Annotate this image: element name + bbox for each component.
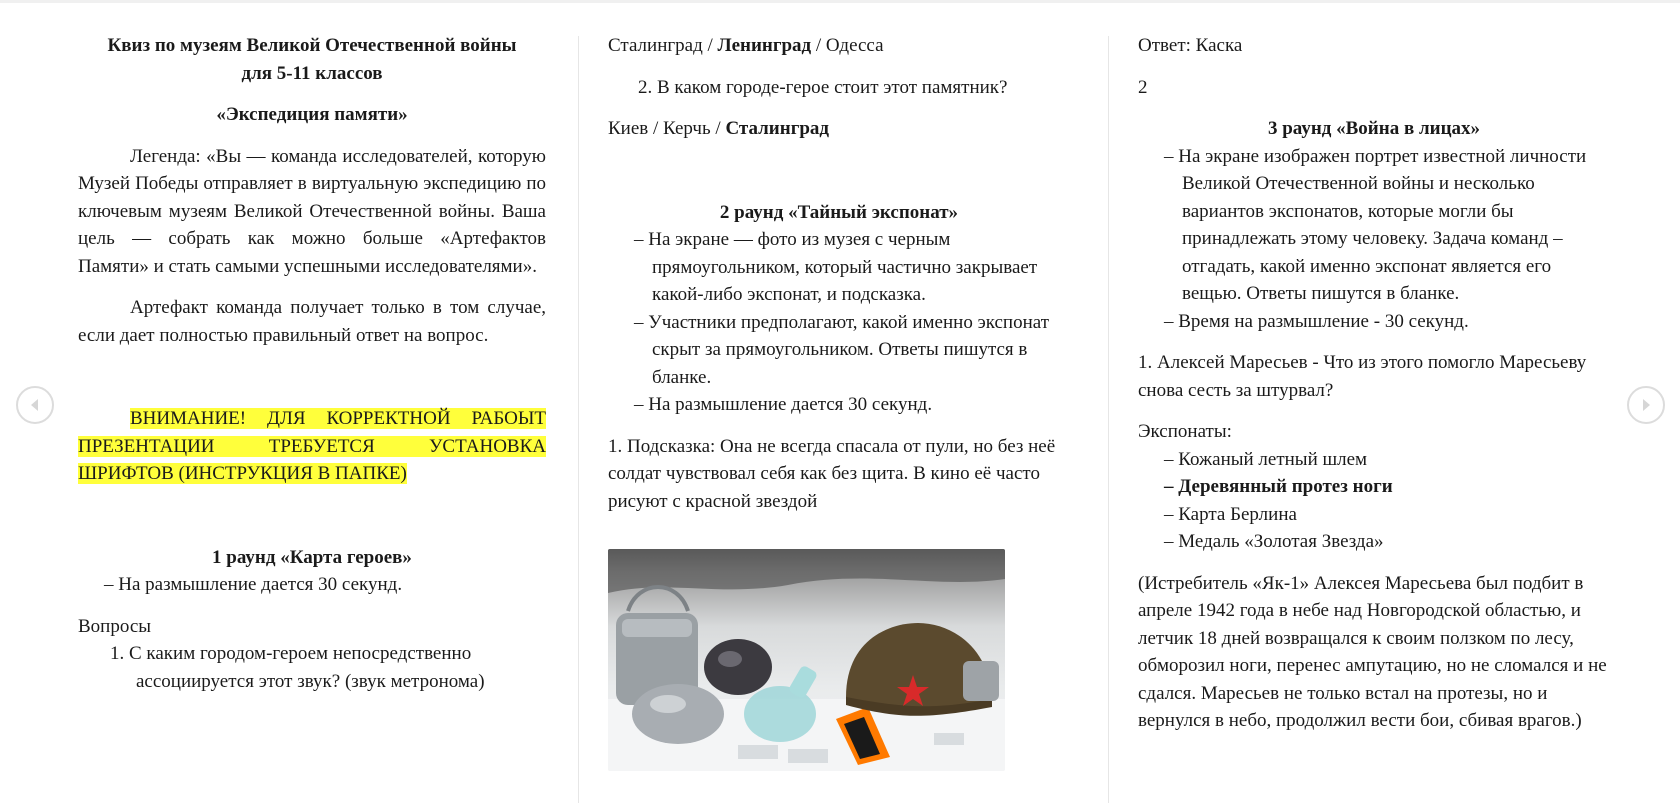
round1-bullets bbox=[78, 571, 546, 599]
round3-bullet: – На экране изображен портрет известной личности Великой Отечественной войны и несколько вариантов экспонатов, которые могли бы принадлежать этому человеку. Задача команд – отгадать, какой именно экспонат является его вещью. Ответы пишутся в бланке. bbox=[1164, 143, 1604, 308]
option-text: Сталинград / bbox=[608, 35, 718, 56]
exhibit-item: – Кожаный летный шлем bbox=[1164, 446, 1610, 474]
round2-hint: 1. Подсказка: Она не всегда спасала от пули, но без неё солдат чувствовал себя как без щита. В кино её часто рисуют с красной звездой bbox=[608, 435, 1056, 512]
prev-page-button[interactable] bbox=[16, 386, 54, 424]
exhibits-list bbox=[1138, 446, 1610, 556]
chevron-left-icon bbox=[27, 397, 43, 413]
maresyev-story: (Истребитель «Як-1» Алексея Маресьева был подбит в апреле 1942 года в небе над Новгородской областью, и летчик 18 дней возвращался к своим ползком по лесу, обморозил ноги, перенес ампутацию, но не сломался и не сдался. Маресьев не только встал на протезы, но и вернулся в небо, продолжил вести бои, сбивая врагов.) bbox=[1138, 572, 1607, 731]
column-divider bbox=[578, 36, 579, 803]
exhibit-item-correct: – Деревянный протез ноги bbox=[1164, 473, 1610, 501]
round2-bullets bbox=[608, 226, 1070, 419]
next-page-button[interactable] bbox=[1627, 386, 1665, 424]
round1-bullet: – На размышление дается 30 секунд. bbox=[104, 571, 546, 599]
round1-questions bbox=[78, 640, 546, 695]
round3-bullet: – Время на размышление - 30 секунд. bbox=[1164, 308, 1604, 336]
answer-options-1 bbox=[608, 32, 1070, 60]
round3-bullets bbox=[1138, 143, 1604, 336]
correct-option: Ленинград bbox=[717, 35, 812, 56]
round3-title: 3 раунд «Война в лицах» bbox=[1267, 118, 1481, 139]
round2-title: 2 раунд «Тайный экспонат» bbox=[719, 201, 959, 223]
answer-options-2 bbox=[608, 115, 1070, 143]
round3-question: 1. Алексей Маресьев - Что из этого помогло Маресьеву снова сесть за штурвал? bbox=[1138, 352, 1587, 401]
doc-title bbox=[78, 32, 546, 87]
top-border bbox=[0, 0, 1680, 3]
page-column-1 bbox=[78, 32, 546, 695]
warning-highlight: ВНИМАНИЕ! ДЛЯ КОРРЕКТНОЙ РАБОЫТ ПРЕЗЕНТАЦИИ ТРЕБУЕТСЯ УСТАНОВКА ШРИФТОВ (ИНСТРУКЦИЯ В ПАПКЕ) bbox=[78, 408, 546, 484]
questions-label: Вопросы bbox=[78, 615, 152, 637]
exhibit-item: – Медаль «Золотая Звезда» bbox=[1164, 528, 1610, 556]
helmet-exhibit-image bbox=[608, 549, 1005, 771]
correct-option: Сталинград bbox=[725, 118, 830, 139]
exhibit-item: – Карта Берлина bbox=[1164, 501, 1610, 529]
round1-question: 1. С каким городом-героем непосредственно ассоциируется этот звук? (звук метронома) bbox=[110, 643, 485, 692]
round1-title: 1 раунд «Карта героев» bbox=[212, 546, 412, 568]
page-column-2 bbox=[608, 32, 1070, 515]
round2-bullet: – На экране — фото из музея с черным прямоугольником, который частично закрывает какой-либо экспонат, и подсказка. bbox=[634, 226, 1070, 309]
option-text: / Одесса bbox=[811, 35, 884, 56]
museum-exhibit-photo bbox=[608, 549, 1005, 771]
legend-paragraph: Легенда: «Вы — команда исследователей, которую Музей Победы отправляет в виртуальную экспедицию по ключевым музеям Великой Отечественной войны. Ваша цель — собрать как можно больше «Артефактов Памяти» и стать самыми успешными исследователями». bbox=[78, 145, 546, 277]
doc-title-line1: Квиз по музеям Великой Отечественной войны bbox=[107, 35, 517, 56]
exhibits-label: Экспонаты: bbox=[1138, 421, 1232, 442]
option-text: Киев / Керчь / bbox=[608, 118, 726, 139]
round2-answer: Ответ: Каска bbox=[1138, 35, 1243, 56]
page-number: 2 bbox=[1138, 76, 1148, 98]
doc-subtitle: «Экспедиция памяти» bbox=[216, 104, 408, 125]
round2-bullet: – На размышление дается 30 секунд. bbox=[634, 391, 1070, 419]
warning-paragraph bbox=[78, 405, 546, 488]
round2-bullet: – Участники предполагают, какой именно экспонат скрыт за прямоугольником. Ответы пишутся в бланке. bbox=[634, 309, 1070, 392]
doc-title-line2: для 5-11 классов bbox=[241, 62, 383, 84]
artifact-paragraph: Артефакт команда получает только в том случае, если дает полностью правильный ответ на вопрос. bbox=[78, 297, 546, 346]
column-divider bbox=[1108, 36, 1109, 803]
chevron-right-icon bbox=[1638, 397, 1654, 413]
page-column-3 bbox=[1138, 32, 1610, 735]
question-2: 2. В каком городе-герое стоит этот памятник? bbox=[638, 76, 1008, 98]
